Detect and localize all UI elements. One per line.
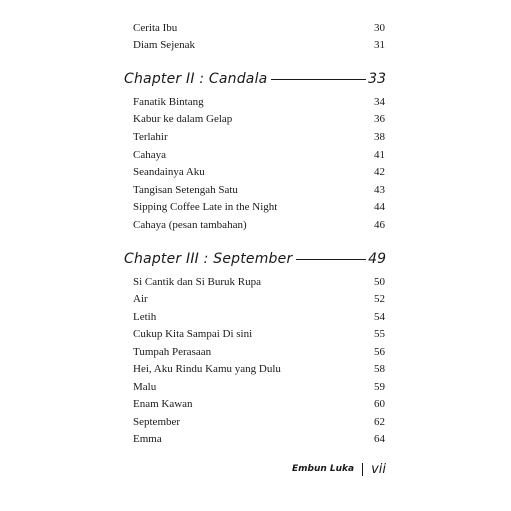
entry-page: 64 [374,433,385,445]
entry-title: Tangisan Setengah Satu [133,184,238,196]
entry-title: Letih [133,311,157,323]
toc-entry [133,218,385,232]
page-footer [292,461,386,477]
toc-entry [133,183,385,197]
entry-page: 55 [374,328,385,340]
entry-title: Cahaya (pesan tambahan) [133,219,247,231]
entry-page: 52 [374,293,385,305]
chapter-rule [296,259,366,260]
entry-page: 30 [374,22,385,34]
chapter-page: 33 [368,71,386,87]
entry-page: 44 [374,201,385,213]
toc-entry [133,38,385,52]
toc-entry [133,292,385,306]
entry-page: 50 [374,276,385,288]
entry-page: 42 [374,166,385,178]
toc-entry [133,397,385,411]
toc-entry [133,275,385,289]
toc-entry [133,200,385,214]
entry-title: Fanatik Bintang [133,96,204,108]
chapter-title: Chapter III : September [124,251,293,267]
entry-page: 54 [374,311,385,323]
entry-title: Sipping Coffee Late in the Night [133,201,278,213]
chapter-page: 49 [368,251,386,267]
toc-entry [133,165,385,179]
toc-entry [133,148,385,162]
toc-entry [133,345,385,359]
entry-page: 34 [374,96,385,108]
entry-page: 56 [374,346,385,358]
toc-entry [133,21,385,35]
chapter-title: Chapter II : Candala [124,71,268,87]
toc-entry [133,95,385,109]
entry-title: Malu [133,381,157,393]
toc-entry [133,415,385,429]
entry-title: Diam Sejenak [133,39,196,51]
toc-entry [133,130,385,144]
entry-title: Enam Kawan [133,398,193,410]
chapter-heading [124,70,386,88]
entry-page: 62 [374,416,385,428]
toc-entry [133,432,385,446]
entry-title: Cerita Ibu [133,22,178,34]
entry-title: Tumpah Perasaan [133,346,212,358]
footer-book-title: Embun Luka [292,464,355,474]
toc-entry [133,380,385,394]
entry-title: Cahaya [133,149,166,161]
toc-entry [133,327,385,341]
entry-title: September [133,416,181,428]
entry-page: 38 [374,131,385,143]
entry-page: 60 [374,398,385,410]
toc-entry [133,112,385,126]
entry-title: Emma [133,433,162,445]
entry-title: Cukup Kita Sampai Di sini [133,328,253,340]
toc-entry [133,310,385,324]
entry-title: Si Cantik dan Si Buruk Rupa [133,276,262,288]
footer-page-number: vii [371,461,386,477]
entry-page: 41 [374,149,385,161]
entry-title: Terlahir [133,131,168,143]
entry-title: Seandainya Aku [133,166,205,178]
entry-page: 58 [374,363,385,375]
entry-page: 46 [374,219,385,231]
chapter-rule [271,79,366,80]
entry-page: 43 [374,184,385,196]
entry-page: 36 [374,113,385,125]
entry-title: Air [133,293,148,305]
footer-separator [362,463,363,476]
chapter-heading [124,250,386,268]
entry-page: 31 [374,39,385,51]
toc-entry [133,362,385,376]
entry-title: Hei, Aku Rindu Kamu yang Dulu [133,363,281,375]
entry-page: 59 [374,381,385,393]
entry-title: Kabur ke dalam Gelap [133,113,233,125]
